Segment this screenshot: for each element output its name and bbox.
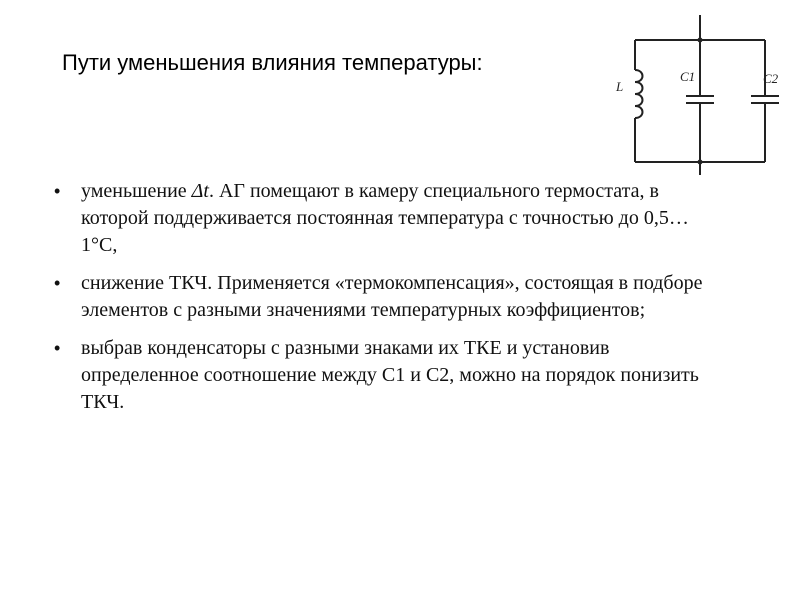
lc-circuit-diagram — [600, 15, 790, 175]
slide-title: Пути уменьшения влияния температуры: — [62, 50, 483, 75]
bullet-list — [48, 178, 718, 427]
bullet-item-temperature-reduction — [48, 178, 718, 259]
c1-label: C1 — [680, 69, 696, 84]
c2-label: C2 — [763, 71, 779, 86]
inductor-coil — [635, 70, 643, 118]
bullet-text: выбрав конденсаторы с разными знаками их ТКЕ и установив определенное соотношение между С1 и С2, можно на порядок понизить ТКЧ. — [81, 337, 699, 413]
bullet-dot: • — [54, 273, 61, 293]
bullet-item-capacitor-selection — [48, 335, 718, 416]
inductor-label: L — [616, 79, 624, 94]
bullet-dot: • — [54, 181, 61, 201]
bullet-dot: • — [54, 338, 61, 358]
bullet-text: снижение ТКЧ. Применяется «термокомпенсация», состоящая в подборе элементов с разными значениями температурных коэффициентов; — [81, 272, 703, 321]
bullet-text-prefix: уменьшение — [81, 180, 192, 202]
bottom-junction-dot — [698, 160, 703, 165]
bullet-item-tkch-reduction — [48, 270, 718, 324]
delta-t-symbol: Δt — [191, 180, 209, 202]
top-junction-dot — [698, 38, 703, 43]
bullet-text-rest: . АГ помещают в камеру специального термостата, в которой поддерживается постоянная температура с точностью до 0,5…1°С, — [81, 180, 689, 256]
